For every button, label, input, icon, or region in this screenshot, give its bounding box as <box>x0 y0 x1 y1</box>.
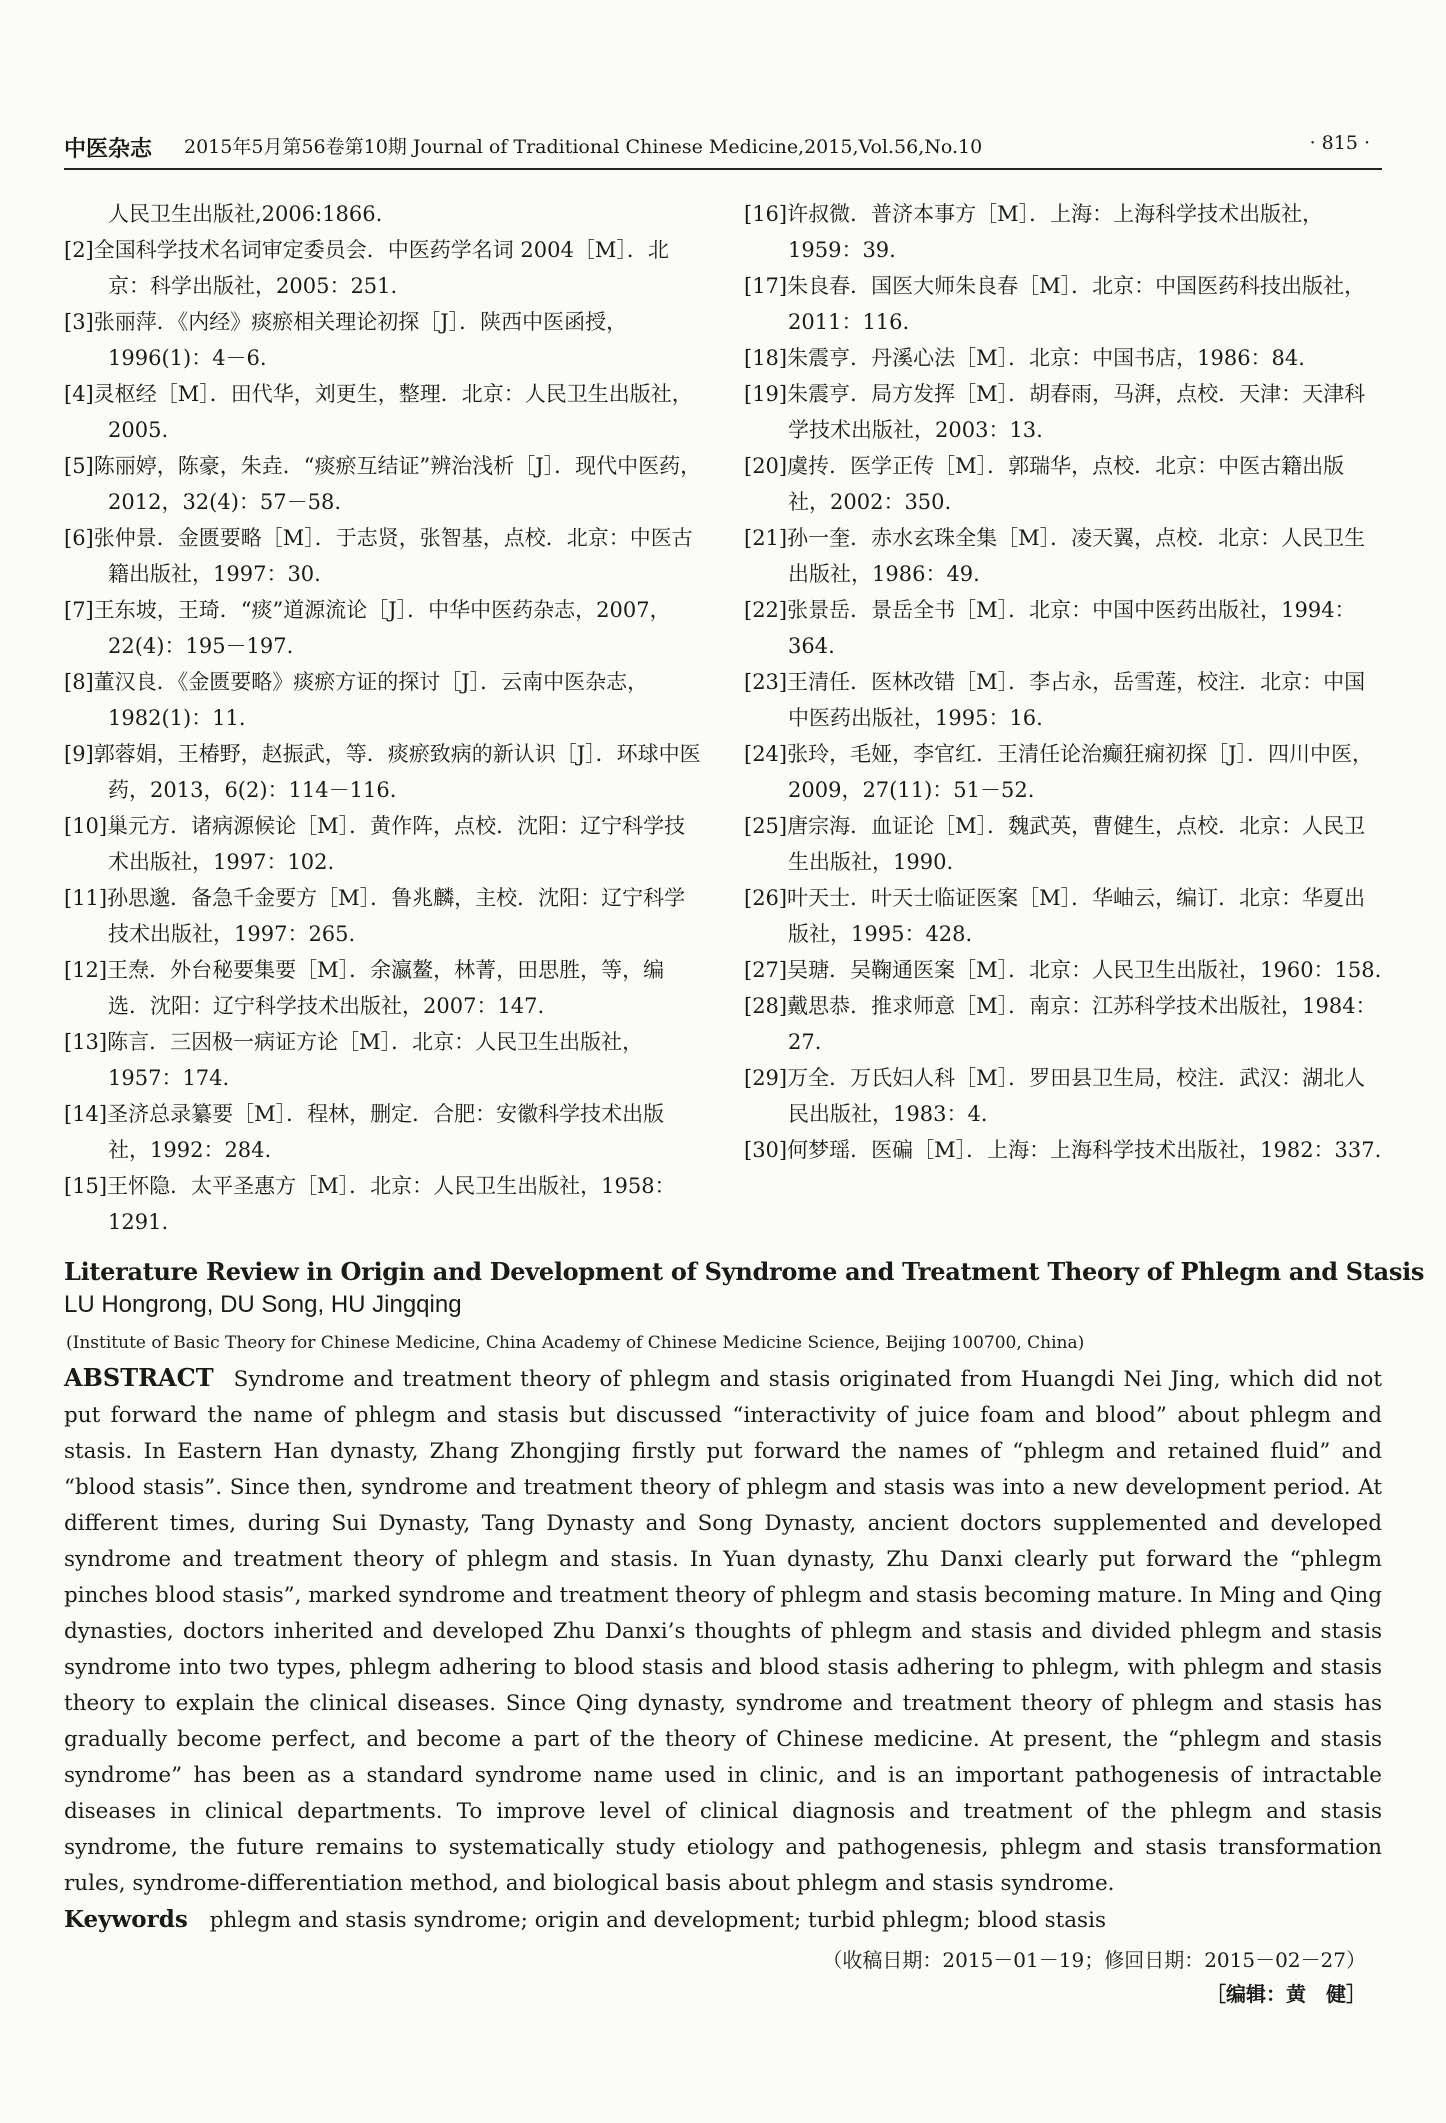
editor-note: ［编辑：黄 健］ <box>1206 1982 1366 2006</box>
keywords <box>64 1906 1106 1933</box>
reference-item: [21]孙一奎．赤水玄珠全集［M］．凌天翼，点校．北京：人民卫生出版社，1986：49. <box>744 526 1366 586</box>
abstract-text: Syndrome and treatment theory of phlegm and stasis originated from Huangdi Nei Jing, which did not put forward the name of phlegm and stasis but discussed “interactivity of juice foam and blood” about phlegm and stasis. In Eastern Han dynasty, Zhang Zhongjing firstly put forward the names of “phlegm and retained fluid” and “blood stasis”. Since then, syndrome and treatment theory of phlegm and stasis was into a new development period. At different times, during Sui Dynasty, Tang Dynasty and Song Dynasty, ancient doctors supplemented and developed syndrome and treatment theory of phlegm and stasis. In Yuan dynasty, Zhu Danxi clearly put forward the “phlegm pinches blood stasis”, marked syndrome and treatment theory of phlegm and stasis becoming mature. In Ming and Qing dynasties, doctors inherited and developed Zhu Danxi’s thoughts of phlegm and stasis and divided phlegm and stasis syndrome into two types, phlegm adhering to blood stasis and blood stasis adhering to phlegm, with phlegm and stasis theory to explain the clinical diseases. Since Qing dynasty, syndrome and treatment theory of phlegm and stasis has gradually become perfect, and become a part of the theory of Chinese medicine. At present, the “phlegm and stasis syndrome” has been as a standard syndrome name used in clinic, and is an important pathogenesis of intractable diseases in clinical departments. To improve level of clinical diagnosis and treatment of the phlegm and stasis syndrome, the future remains to systematically study etiology and pathogenesis, phlegm and stasis transformation rules, syndrome-differentiation method, and biological basis about phlegm and stasis syndrome. <box>64 1367 1382 1896</box>
reference-item: [11]孙思邈．备急千金要方［M］．鲁兆麟，主校．沈阳：辽宁科学技术出版社，1997：265. <box>64 886 686 946</box>
reference-item: [23]王清任．医林改错［M］．李占永，岳雪莲，校注．北京：中国中医药出版社，1995：16. <box>744 670 1366 730</box>
reference-item: [28]戴思恭．推求师意［M］．南京：江苏科学技术出版社，1984：27. <box>744 994 1377 1054</box>
reference-item: [25]唐宗海．血证论［M］．魏武英，曹健生，点校．北京：人民卫生出版社，1990. <box>744 814 1366 874</box>
abstract-label: ABSTRACT <box>64 1363 214 1392</box>
reference-item: [7]王东坡，王琦．“痰”道源流论［J］．中华中医药杂志，2007，22(4)：195－197. <box>64 598 671 658</box>
reference-item: [12]王焘．外台秘要集要［M］．余瀛鳌，林菁，田思胜，等，编选．沈阳：辽宁科学技术出版社，2007：147. <box>64 958 665 1018</box>
reference-item: [2]全国科学技术名词审定委员会．中医药学名词 2004［M］．北京：科学出版社，2005：251. <box>64 238 669 298</box>
reference-item: [5]陈丽婷，陈豪，朱垚．“痰瘀互结证”辨治浅析［J］．现代中医药，2012，32(4)：57－58. <box>64 454 702 514</box>
journal-name: 中医杂志 <box>64 136 153 162</box>
reference-item: [15]王怀隐．太平圣惠方［M］．北京：人民卫生出版社，1958：1291. <box>64 1174 676 1234</box>
reference-item: [3]张丽萍．《内经》痰瘀相关理论初探［J］．陕西中医函授，1996(1)：4－6. <box>64 310 628 370</box>
reference-item: [20]虞抟．医学正传［M］．郭瑞华，点校．北京：中医古籍出版社，2002：350. <box>744 454 1345 514</box>
reference-item: [9]郭蓉娟，王椿野，赵振武，等．痰瘀致病的新认识［J］．环球中医药，2013，6(2)：114－116. <box>64 742 701 802</box>
english-institution: (Institute of Basic Theory for Chinese Medicine, China Academy of Chinese Medicine Science, Beijing 100700, China) <box>66 1333 1085 1353</box>
reference-item: [30]何梦瑶．医碥［M］．上海：上海科学技术出版社，1982：337. <box>744 1138 1382 1162</box>
running-header <box>64 128 1382 170</box>
references-right-column <box>744 196 1384 1168</box>
reference-item: [10]巢元方．诸病源候论［M］．黄作阵，点校．沈阳：辽宁科学技术出版社，1997：102. <box>64 814 686 874</box>
reference-item: [29]万全．万氏妇人科［M］．罗田县卫生局，校注．武汉：湖北人民出版社，1983：4. <box>744 1066 1366 1126</box>
reference-item: [16]许叔微．普济本事方［M］．上海：上海科学技术出版社，1959：39. <box>744 202 1324 262</box>
english-abstract <box>64 1360 1382 1902</box>
issue-info: 2015年5月第56卷第10期 Journal of Traditional Chinese Medicine,2015,Vol.56,No.10 <box>184 136 983 158</box>
page-number: · 815 · <box>1309 132 1370 154</box>
english-title: Literature Review in Origin and Development of Syndrome and Treatment Theory of Phlegm and Stasis <box>64 1257 1425 1286</box>
reference-item: [27]吴瑭．吴鞠通医案［M］．北京：人民卫生出版社，1960：158. <box>744 958 1382 982</box>
reference-item: [24]张玲，毛娅，李官红．王清任论治癫狂痫初探［J］．四川中医，2009，27(11)：51－52. <box>744 742 1374 802</box>
reference-item: [14]圣济总录纂要［M］．程林，删定．合肥：安徽科学技术出版社，1992：284. <box>64 1102 665 1162</box>
reference-item: [19]朱震亨．局方发挥［M］．胡春雨，马湃，点校．天津：天津科学技术出版社，2003：13. <box>744 382 1366 442</box>
reference-item: [17]朱良春．国医大师朱良春［M］．北京：中国医药科技出版社，2011：116. <box>744 274 1366 334</box>
reference-item: [26]叶天士．叶天士临证医案［M］．华岫云，编订．北京：华夏出版社，1995：428. <box>744 886 1366 946</box>
keywords-label: Keywords <box>64 1906 188 1933</box>
reference-item: [22]张景岳．景岳全书［M］．北京：中国中医药出版社，1994：364. <box>744 598 1356 658</box>
reference-item: [13]陈言．三因极一病证方论［M］．北京：人民卫生出版社，1957：174. <box>64 1030 644 1090</box>
references-left-column <box>64 196 704 1240</box>
reference-item: [6]张仲景．金匮要略［M］．于志贤，张智基，点校．北京：中医古籍出版社，1997：30. <box>64 526 693 586</box>
received-dates: （收稿日期：2015－01－19；修回日期：2015－02－27） <box>822 1948 1366 1972</box>
keywords-text: phlegm and stasis syndrome; origin and development; turbid phlegm; blood stasis <box>209 1908 1106 1933</box>
reference-item: [8]董汉良．《金匮要略》痰瘀方证的探讨［J］．云南中医杂志，1982(1)：11. <box>64 670 649 730</box>
english-authors: LU Hongrong, DU Song, HU Jingqing <box>64 1291 462 1318</box>
reference-item: [4]灵枢经［M］．田代华，刘更生，整理．北京：人民卫生出版社，2005. <box>64 382 693 442</box>
reference-continuation: 人民卫生出版社,2006:1866. <box>108 202 383 226</box>
reference-item: [18]朱震亨．丹溪心法［M］．北京：中国书店，1986：84. <box>744 346 1305 370</box>
